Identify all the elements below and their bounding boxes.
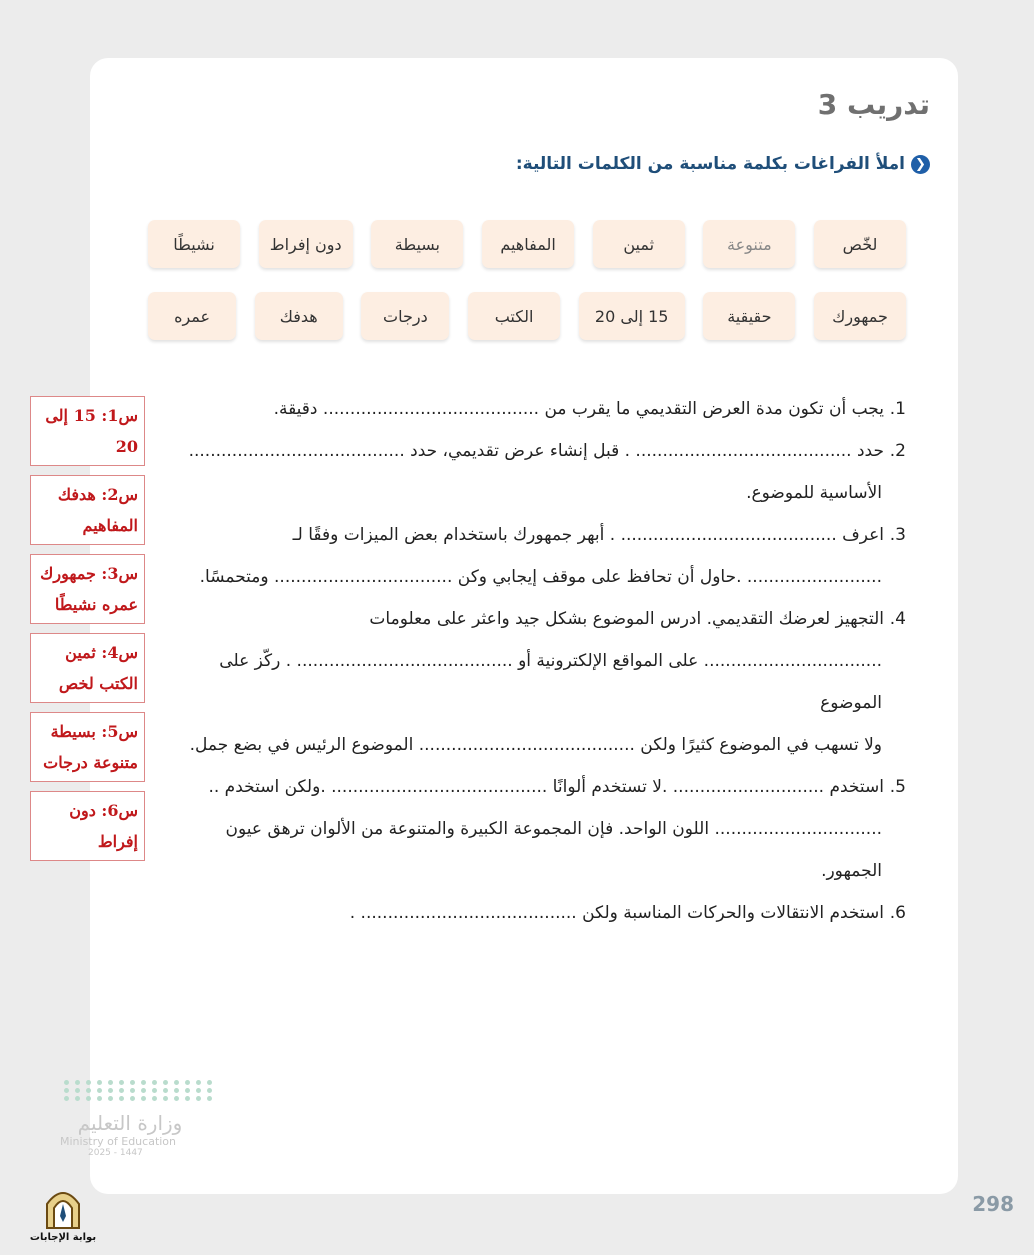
exercise-text-cont: ولا تسهب في الموضوع كثيرًا ولكن ........................................ الموضوع الرئيس في بضع جمل. [189, 735, 882, 755]
word-chip: نشيطًا [148, 220, 240, 268]
exercise-text-cont: ................................. على المواقع الإلكترونية أو ........................................ . ركّز على الموضوع [219, 651, 882, 713]
word-chip: المفاهيم [482, 220, 574, 268]
ministry-logo [60, 1080, 200, 1158]
exercise-text: استخدم الانتقالات والحركات المناسبة ولكن ........................................ . [349, 903, 884, 923]
watermark-label: بوابة الإجابات [29, 1232, 97, 1243]
mosque-gate-icon [43, 1186, 83, 1230]
answer-box: س1: 15 إلى 20 [30, 396, 145, 466]
exercise-number: 2. [889, 441, 906, 461]
watermark [28, 1186, 98, 1243]
word-chip: بسيطة [371, 220, 463, 268]
word-bank-row-2 [148, 292, 906, 340]
exercise-number: 6. [889, 903, 906, 923]
instruction [516, 154, 930, 174]
word-chip: لخّص [814, 220, 906, 268]
chevron-left-icon: ❮ [911, 155, 930, 174]
exercise-text-cont: ............................... اللون الواحد. فإن المجموعة الكبيرة والمتنوعة من الألوان ترهق عيون [225, 819, 882, 839]
answer-box: س2: هدفك المفاهيم [30, 475, 145, 545]
exercise-text: حدد ........................................ . قبل إنشاء عرض تقديمي، حدد ........................................ [188, 441, 884, 461]
word-chip: دون إفراط [259, 220, 353, 268]
logo-english: Ministry of Education [60, 1135, 177, 1148]
word-chip: هدفك [255, 292, 343, 340]
exercise-number: 4. [889, 609, 906, 629]
instruction-text: املأ الفراغات بكلمة مناسبة من الكلمات التالية: [515, 154, 905, 174]
exercise-text: التجهيز لعرضك التقديمي. ادرس الموضوع بشكل جيد واعثر على معلومات [369, 609, 884, 629]
page-number: 298 [972, 1192, 1014, 1216]
logo-arabic: وزارة التعليم [77, 1111, 183, 1135]
exercise-6 [176, 892, 906, 934]
answer-box: س3: جمهورك عمره نشيطًا [30, 554, 145, 624]
logo-year: 2025 - 1447 [88, 1148, 143, 1158]
exercise-1 [176, 388, 906, 430]
word-chip: 15 إلى 20 [579, 292, 685, 340]
word-chip: جمهورك [814, 292, 906, 340]
exercise-text: اعرف ........................................ . أبهر جمهورك باستخدام بعض الميزات وفقًا لـ [292, 525, 884, 545]
word-chip: درجات [361, 292, 449, 340]
exercise-list [176, 388, 906, 934]
exercise-number: 3. [889, 525, 906, 545]
word-chip: ثمين [593, 220, 685, 268]
answer-box: س4: ثمين الكتب لخص [30, 633, 145, 703]
word-chip: حقيقية [703, 292, 795, 340]
exercise-text: يجب أن تكون مدة العرض التقديمي ما يقرب من ........................................ دقيقة. [273, 399, 884, 419]
exercise-text-cont: الجمهور. [821, 861, 882, 881]
word-chip: عمره [148, 292, 236, 340]
exercise-number: 1. [889, 399, 906, 419]
exercise-2 [176, 430, 906, 514]
answer-box: س5: بسيطة متنوعة درجات [30, 712, 145, 782]
exercise-4 [176, 598, 906, 766]
exercise-text-cont: ......................... .حاول أن تحافظ على موقف إيجابي وكن ................................. ومتحمسًا. [199, 567, 882, 587]
word-chip: الكتب [468, 292, 560, 340]
answer-box: س6: دون إفراط [30, 791, 145, 861]
exercise-3 [176, 514, 906, 598]
word-bank-row-1 [148, 220, 906, 268]
page-title: تدريب 3 [817, 88, 930, 121]
word-chip: متنوعة [703, 220, 795, 268]
exercise-text-cont: الأساسية للموضوع. [746, 483, 882, 503]
exercise-text: استخدم ............................ .لا تستخدم ألوانًا ........................................ .ولكن استخدم .. [208, 777, 884, 797]
dots-pattern-icon [64, 1080, 200, 1101]
exercise-5 [176, 766, 906, 892]
answer-key [30, 396, 145, 870]
exercise-number: 5. [889, 777, 906, 797]
